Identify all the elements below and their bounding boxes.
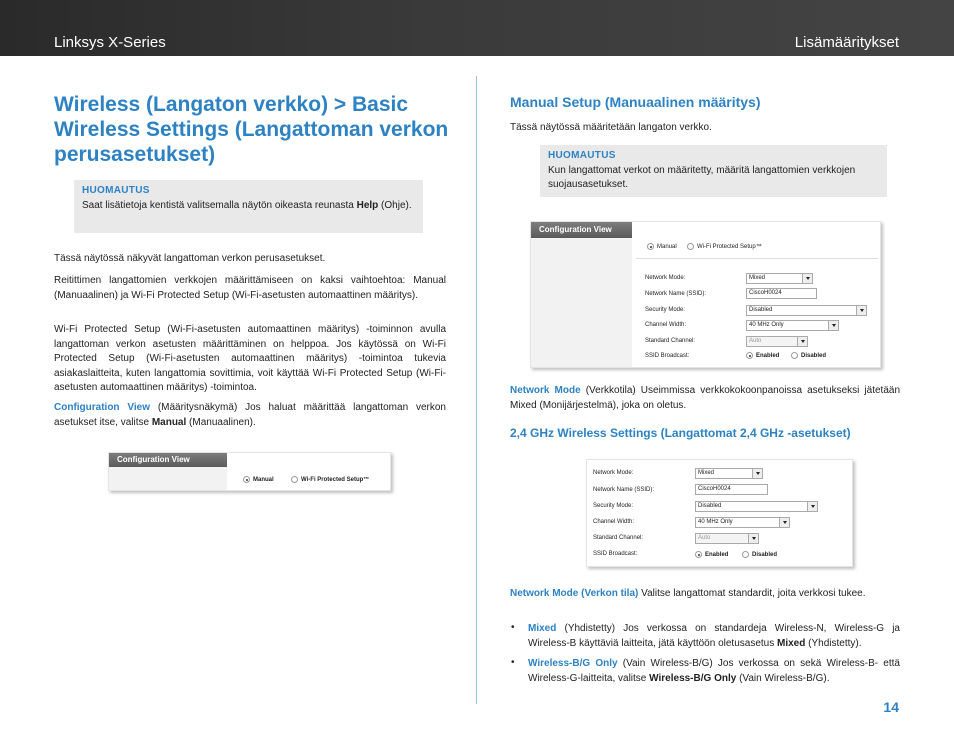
note-box	[74, 180, 423, 233]
ghz-settings-screenshot	[586, 459, 853, 567]
network-mode-label: Network Mode:	[645, 275, 686, 281]
page-title: Wireless (Langaton verkko) > Basic Wireless Settings (Langattoman verkon perusasetukset)	[54, 93, 449, 166]
broadcast-enabled-radio[interactable]: Enabled	[746, 352, 779, 359]
paragraph-config-view: Configuration View (Määritysnäkymä) Jos haluat määrittää langattoman verkon asetukset itse, valitse Manual (Manuaalinen).	[54, 402, 446, 428]
channel-width-select[interactable]: 40 MHz Only	[746, 320, 839, 331]
channel-width-select[interactable]: 40 MHz Only	[695, 517, 790, 528]
standard-channel-select: Auto	[746, 336, 808, 347]
note-title: HUOMAUTUS	[82, 185, 150, 196]
bullet-dot: •	[511, 622, 515, 633]
broadcast-disabled-radio[interactable]: Disabled	[791, 352, 826, 359]
channel-width-label: Channel Width:	[645, 322, 687, 328]
bullet-mixed: Mixed (Yhdistetty) Jos verkossa on standardeja Wireless-N, Wireless-G ja Wireless-B käyttäviä laitteita, jätä käyttöön oletusasetus Mixed (Yhdistetty).	[528, 623, 900, 649]
wps-radio[interactable]: Wi-Fi Protected Setup™	[291, 476, 369, 483]
broadcast-disabled-radio[interactable]: Disabled	[742, 551, 777, 558]
manual-radio[interactable]: Manual	[243, 476, 274, 483]
security-select[interactable]: Disabled	[695, 501, 818, 512]
standard-channel-label: Standard Channel:	[645, 338, 696, 344]
security-label: Security Mode:	[645, 307, 686, 313]
note-text: Kun langattomat verkot on määritetty, määritä langattomien verkkojen suojausasetukset.	[548, 165, 856, 190]
page-number: 14	[883, 699, 899, 715]
manual-radio[interactable]: Manual	[647, 243, 677, 250]
security-select[interactable]: Disabled	[746, 305, 867, 316]
ssid-input[interactable]: CiscoH0024	[746, 288, 817, 299]
config-view-bar: Configuration View	[109, 453, 227, 467]
standard-channel-label: Standard Channel:	[593, 535, 644, 541]
ssid-broadcast-label: SSID Broadcast:	[645, 353, 690, 359]
ghz-settings-title: 2,4 GHz Wireless Settings (Langattomat 2,4 GHz -asetukset)	[510, 426, 851, 440]
paragraph-network-mode: Network Mode (Verkkotila) Useimmissa verkkokokoonpanoissa asetukseksi jätetään Mixed (Monijärjestelmä), joka on oletus.	[510, 385, 901, 411]
network-mode-select[interactable]: Mixed	[695, 468, 763, 479]
ssid-broadcast-label: SSID Broadcast:	[593, 551, 638, 557]
paragraph-wps: Wi-Fi Protected Setup (Wi-Fi-asetusten automaattinen määritys) -toiminnon avulla langattoman verkon asetusten määrittäminen on helppoa. Jos käytössä on Wi-Fi Protected Setup (Wi-Fi-asetusten automaattinen määritys) -toimintoa tukevia asiakaslaitteita, kuten langattomia sovittimia, voit käyttää Wi-Fi Protected Setup (Wi-Fi-asetusten automaattinen määritys) -toimintoa.	[54, 324, 446, 393]
wps-radio[interactable]: Wi-Fi Protected Setup™	[687, 243, 762, 250]
page-header	[0, 0, 954, 56]
paragraph-manual-intro: Tässä näytössä määritetään langaton verkko.	[510, 122, 712, 133]
bullet-dot: •	[511, 657, 515, 668]
broadcast-enabled-radio[interactable]: Enabled	[695, 551, 728, 558]
note-title: HUOMAUTUS	[548, 150, 616, 161]
ssid-input[interactable]: CiscoH0024	[695, 484, 768, 495]
manual-setup-title: Manual Setup (Manuaalinen määritys)	[510, 94, 761, 110]
paragraph-intro: Tässä näytössä näkyvät langattoman verkon perusasetukset.	[54, 253, 326, 264]
paragraph-network-mode-2: Network Mode (Verkon tila) Valitse langattomat standardit, joita verkkosi tukee.	[510, 588, 866, 599]
header-product: Linksys X-Series	[54, 34, 166, 51]
config-view-screenshot	[108, 452, 391, 491]
ssid-label: Network Name (SSID):	[593, 487, 655, 493]
security-label: Security Mode:	[593, 503, 634, 509]
note-text: Saat lisätietoja kentistä valitsemalla näytön oikeasta reunasta Help (Ohje).	[82, 200, 412, 211]
column-divider	[476, 76, 477, 704]
channel-width-label: Channel Width:	[593, 519, 635, 525]
config-view-bar: Configuration View	[531, 222, 632, 238]
network-mode-label: Network Mode:	[593, 470, 634, 476]
paragraph-options: Reitittimen langattomien verkkojen määrittämiseen on kaksi vaihtoehtoa: Manual (Manuaalinen) ja Wi-Fi Protected Setup (Wi-Fi-asetusten automaattinen määritys).	[54, 275, 446, 301]
network-mode-select[interactable]: Mixed	[746, 273, 813, 284]
manual-setup-screenshot	[530, 221, 881, 368]
ssid-label: Network Name (SSID):	[645, 291, 707, 297]
bullet-bg-only: Wireless-B/G Only (Vain Wireless-B/G) Jos verkossa on sekä Wireless-B- että Wireless-G-laitteita, valitse Wireless-B/G Only (Vain Wireless-B/G).	[528, 658, 900, 684]
standard-channel-select: Auto	[695, 533, 759, 544]
header-section: Lisämääritykset	[794, 34, 899, 51]
note-box-right	[540, 145, 887, 197]
